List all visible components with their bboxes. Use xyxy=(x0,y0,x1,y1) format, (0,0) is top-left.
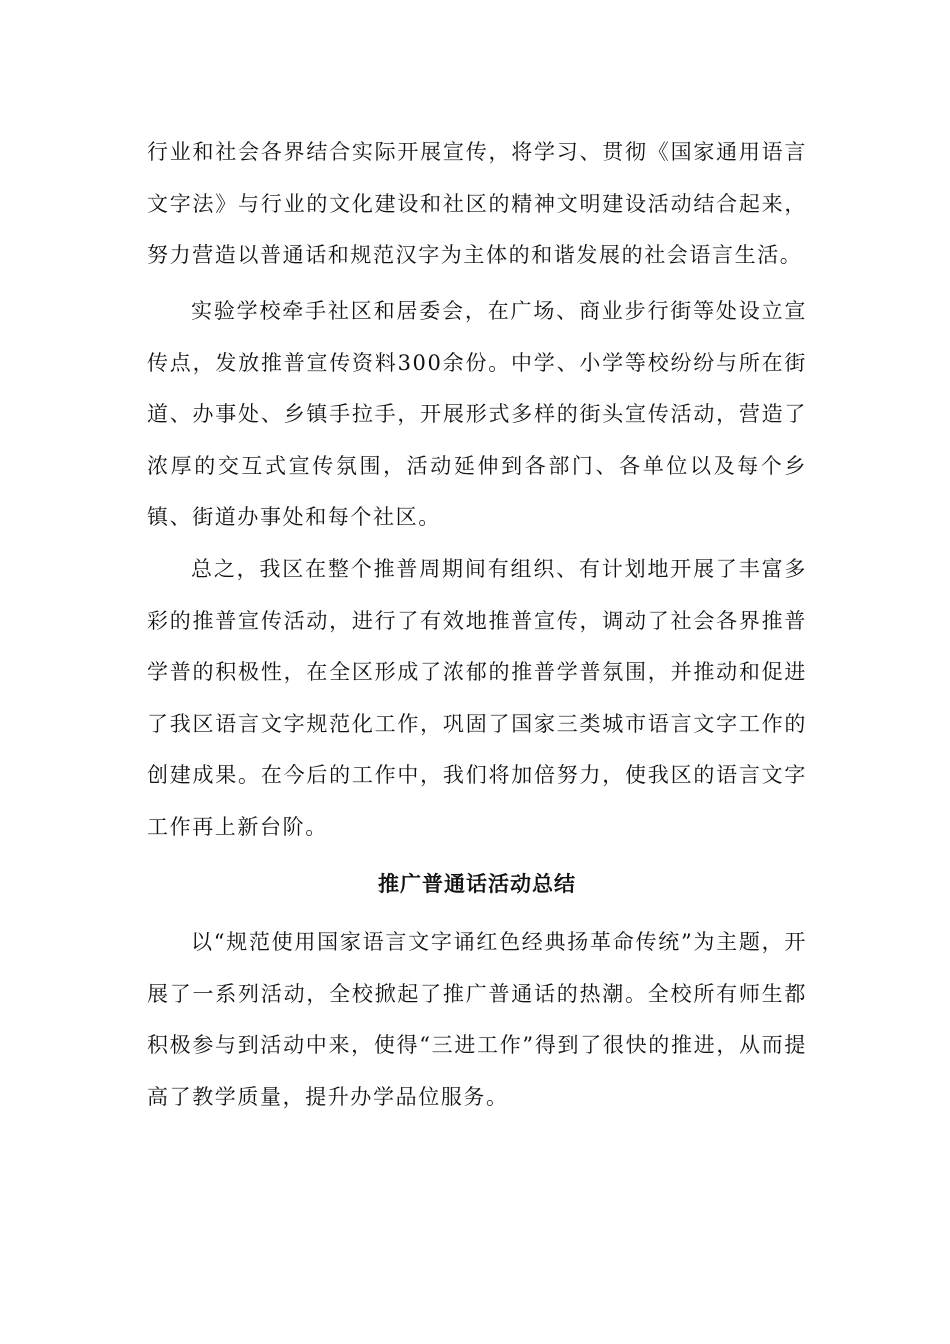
body-paragraph-conclusion: 总之，我区在整个推普周期间有组织、有计划地开展了丰富多彩的推普宣传活动，进行了有效地推普宣传，调动了社会各界推普学普的积极性，在全区形成了浓郁的推普学普氛围，并推动和促进了我区语言文字规范化工作，巩固了国家三类城市语言文字工作的创建成果。在今后的工作中，我们将加倍努力，使我区的语言文字工作再上新台阶。 xyxy=(147,557,807,839)
section-title: 推广普通话活动总结 xyxy=(378,871,576,896)
section-paragraph-theme: 以“规范使用国家语言文字诵红色经典扬革命传统”为主题，开展了一系列活动，全校掀起了推广普通话的热潮。全校所有师生都积极参与到活动中来，使得“三进工作”得到了很快的推进，从而提高了教学质量，提升办学品位服务。 xyxy=(147,930,807,1109)
body-paragraph-experimental-school: 实验学校牵手社区和居委会，在广场、商业步行街等处设立宣传点，发放推普宣传资料300余份。中学、小学等校纷纷与所在街道、办事处、乡镇手拉手，开展形式多样的街头宣传活动，营造了浓厚的交互式宣传氛围，活动延伸到各部门、各单位以及每个乡镇、街道办事处和每个社区。 xyxy=(147,299,807,529)
body-paragraph-continued: 行业和社会各界结合实际开展宣传，将学习、贯彻《国家通用语言文字法》与行业的文化建设和社区的精神文明建设活动结合起来，努力营造以普通话和规范汉字为主体的和谐发展的社会语言生活。 xyxy=(147,140,807,267)
